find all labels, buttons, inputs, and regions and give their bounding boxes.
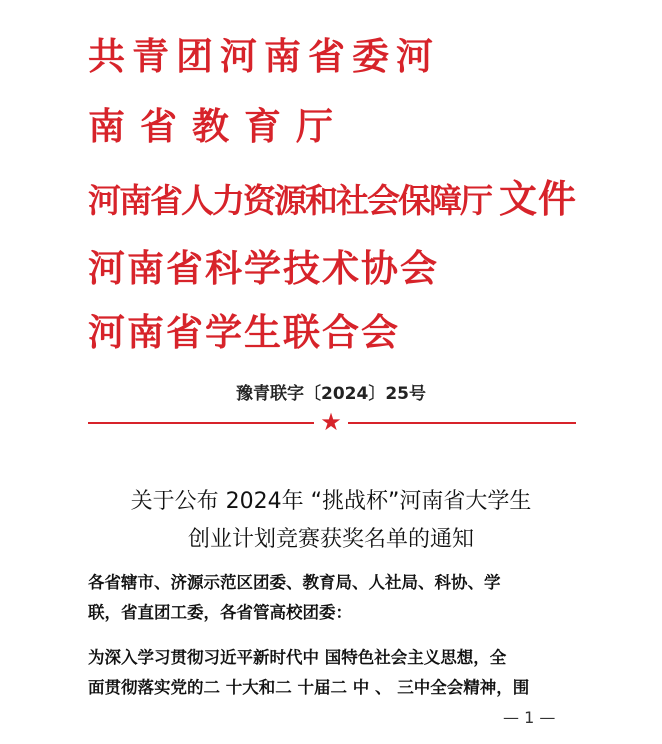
recipients-line-1: 各省辖市、济源示范区团委、教育局、人社局、科协、学 <box>88 573 501 592</box>
recipients-paragraph <box>88 568 588 628</box>
issuer-line-4: 河南省科学技术协会 <box>88 247 439 290</box>
notice-title-line-1: 关于公布 2024年 “挑战杯”河南省大学生 <box>130 489 532 514</box>
star-icon: ★ <box>320 408 342 436</box>
issuer-line-2: 南省教育厅 <box>88 105 348 148</box>
document-number: 豫青联字〔2024〕25号 <box>236 384 426 404</box>
body-paragraph <box>88 643 588 703</box>
body-line-1: 为深入学习贯彻习近平新时代中 国特色社会主义思想，全 <box>88 648 507 667</box>
issuer-line-3 <box>88 168 577 223</box>
recipients-line-2: 联，省直团工委，各省管高校团委： <box>88 603 352 622</box>
body-line-2: 面贯彻落实党的二 十大和二 十届二 中 、 三中全会精神，围 <box>88 678 530 697</box>
document-label: 文件 <box>499 177 578 221</box>
notice-title-line-2: 创业计划竞赛获奖名单的通知 <box>187 527 474 552</box>
separator-line-right <box>348 422 576 424</box>
page-number: — 1 — <box>503 708 556 727</box>
issuer-line-3-text: 河南省人力资源和社会保障厅 <box>88 181 491 220</box>
issuer-line-1: 共青团河南省委河 <box>88 35 440 78</box>
issuer-line-5: 河南省学生联合会 <box>88 311 400 354</box>
separator-line-left <box>88 422 314 424</box>
